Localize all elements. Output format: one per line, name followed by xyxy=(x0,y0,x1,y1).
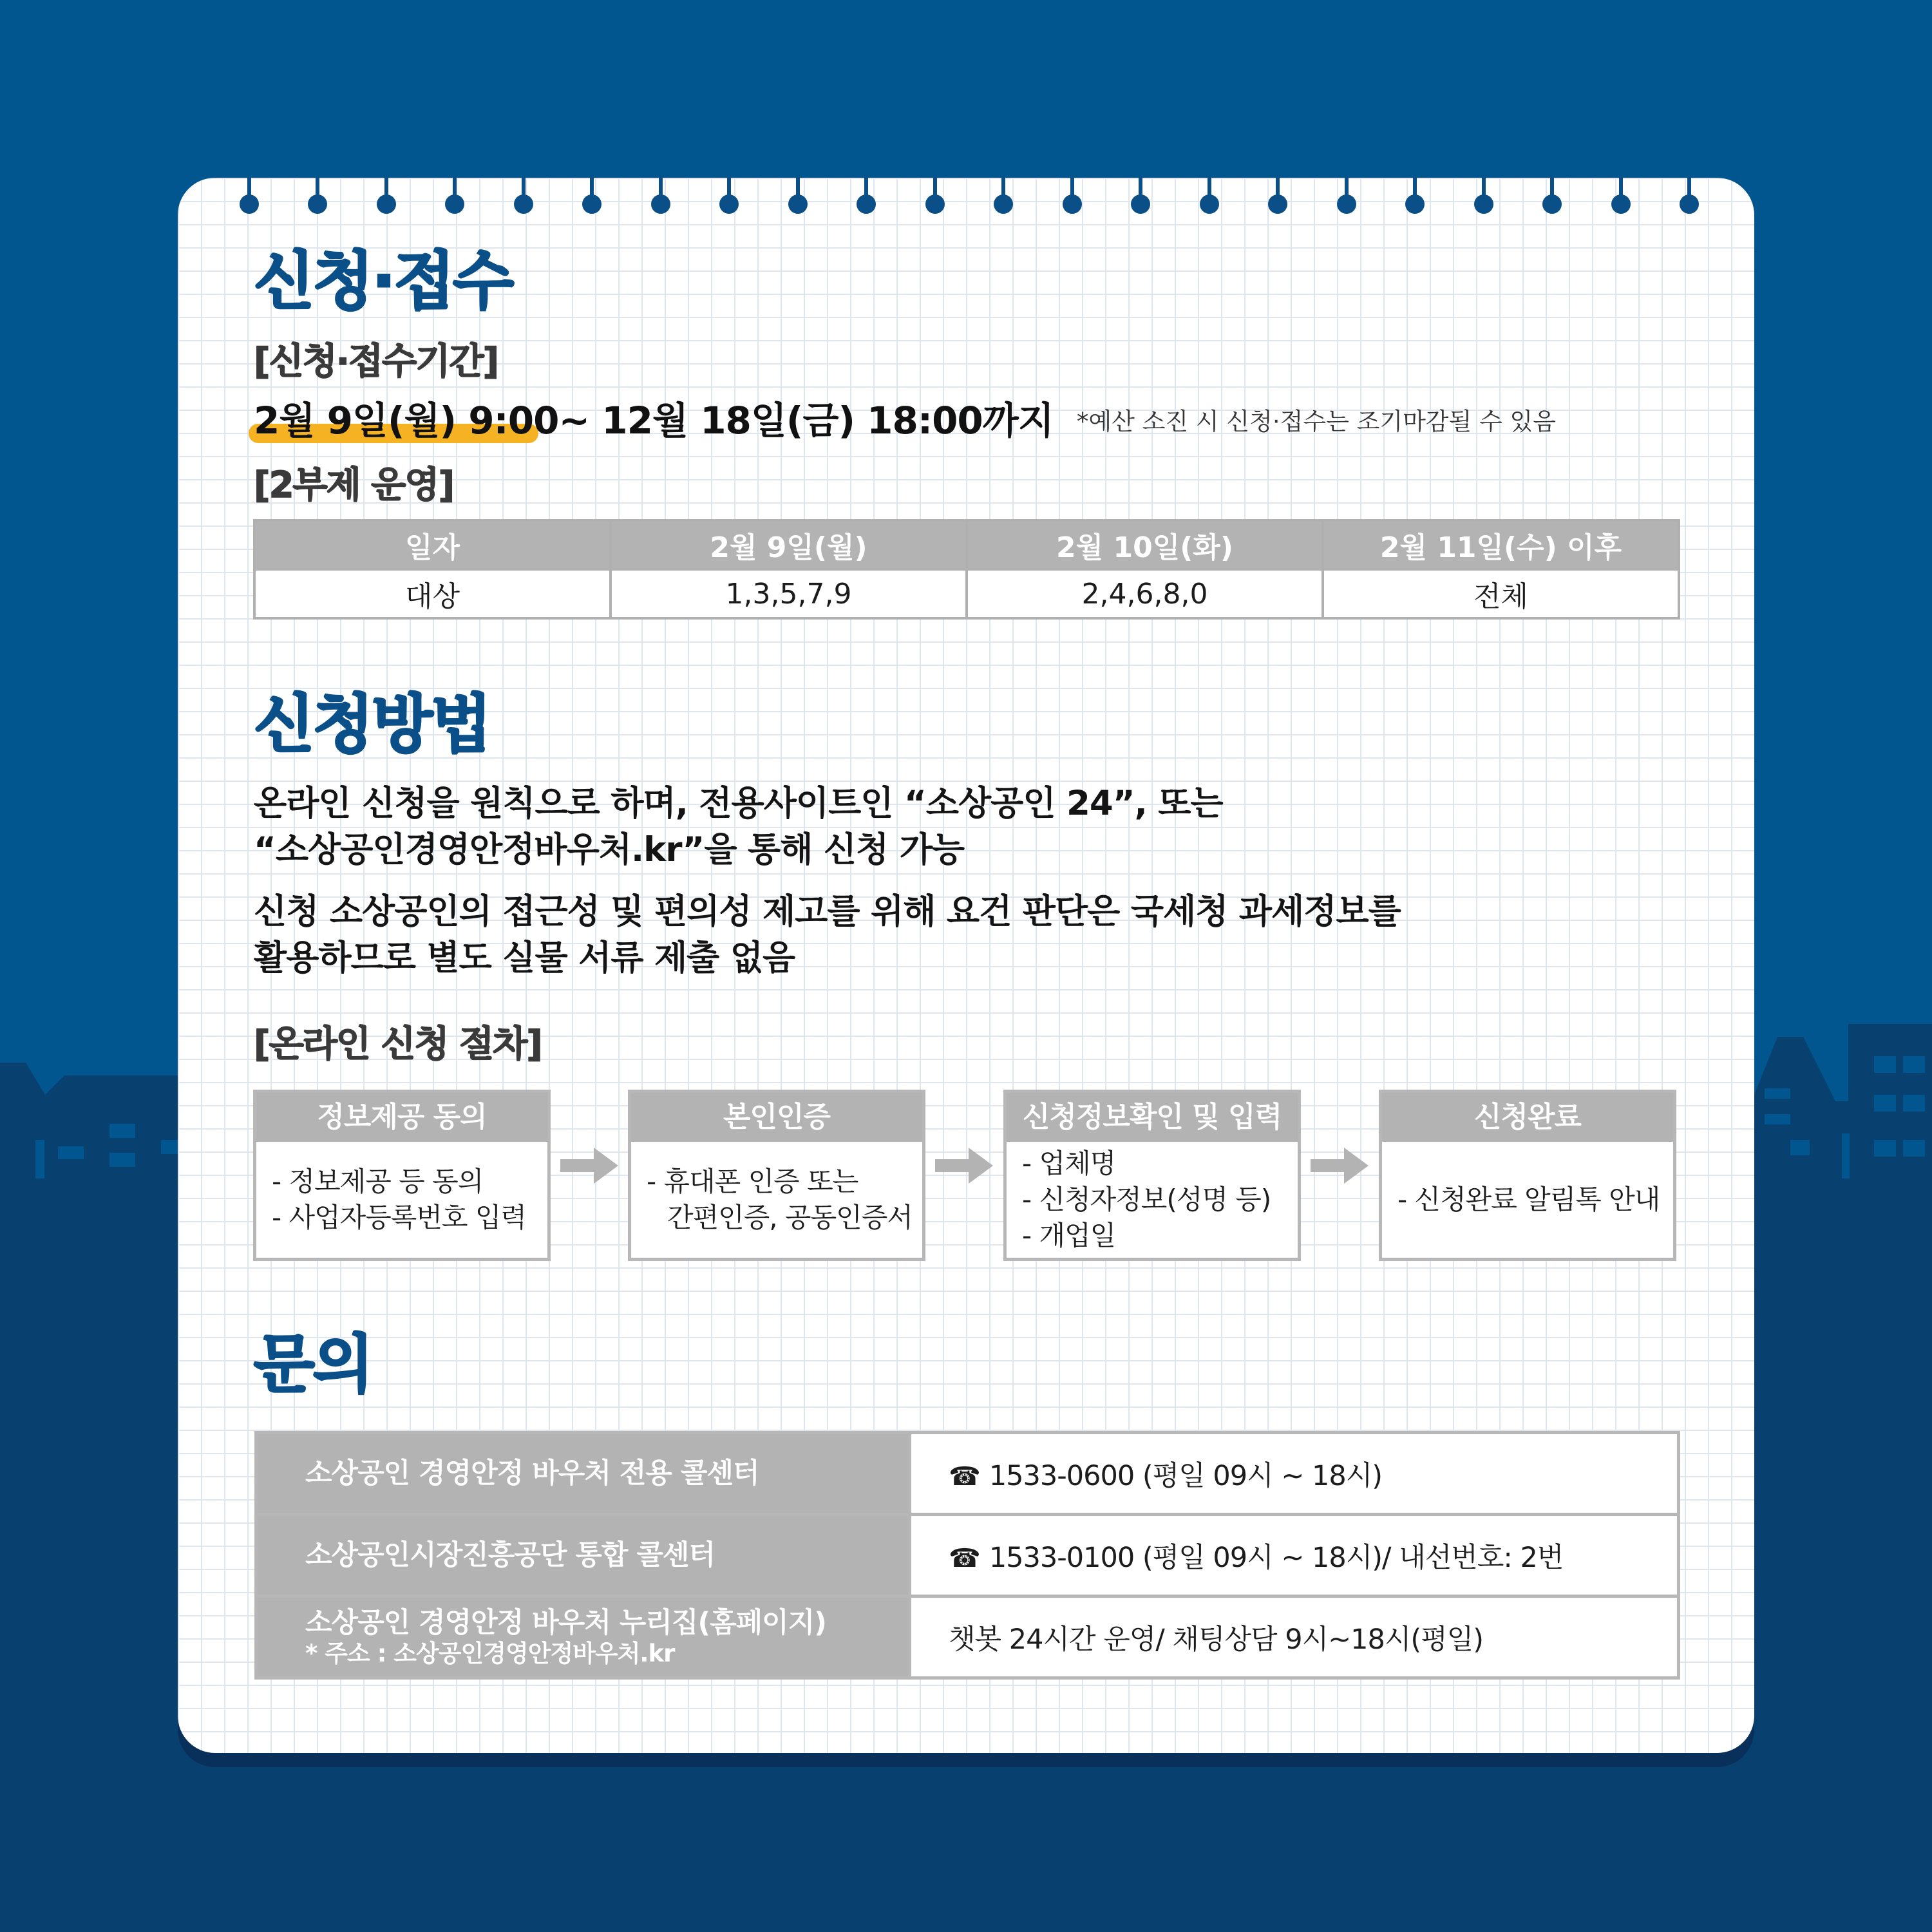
step-body xyxy=(1007,1142,1298,1258)
step-title: 본인인증 xyxy=(631,1093,922,1142)
binder-ring xyxy=(651,194,670,214)
inquiry-title: 문의 xyxy=(254,1328,372,1401)
method-paragraph-1-line: 온라인 신청을 원칙으로 하며, 전용사이트인 “소상공인 24”, 또는 xyxy=(254,784,1223,823)
step-line: - 신청완료 알림톡 안내 xyxy=(1397,1184,1660,1215)
binder-ring xyxy=(788,194,808,214)
method-paragraph-2 xyxy=(254,889,1401,981)
procedure-step-complete xyxy=(1379,1090,1676,1261)
step-title: 신청정보확인 및 입력 xyxy=(1007,1093,1298,1142)
inquiry-value: 챗봇 24시간 운영/ 채팅상담 9시~18시(평일) xyxy=(910,1596,1679,1678)
step-line: - 신청자정보(성명 등) xyxy=(1022,1184,1271,1215)
binder-ring xyxy=(1200,194,1219,214)
two-part-cell: 대상 xyxy=(254,569,611,618)
two-part-header: 일자 xyxy=(254,520,611,569)
binder-ring xyxy=(308,194,327,214)
binder-ring xyxy=(1474,194,1493,214)
application-title: 신청·접수 xyxy=(254,245,512,318)
binder-ring xyxy=(1542,194,1562,214)
notebook-card xyxy=(178,178,1754,1753)
binder-ring xyxy=(1680,194,1699,214)
two-part-header: 2월 10일(화) xyxy=(967,520,1323,569)
binder-rings xyxy=(178,178,1754,229)
step-body xyxy=(1382,1142,1673,1258)
binder-ring xyxy=(719,194,739,214)
binder-ring xyxy=(925,194,945,214)
binder-ring xyxy=(1063,194,1082,214)
inquiry-name-text: 소상공인 경영안정 바우처 누리집(홈페이지) xyxy=(305,1607,826,1639)
step-line: - 업체명 xyxy=(1022,1148,1116,1179)
arrow-right-icon xyxy=(560,1146,620,1185)
step-body xyxy=(631,1142,922,1258)
step-line: 간편인증, 공동인증서 xyxy=(667,1202,913,1233)
binder-ring xyxy=(1337,194,1356,214)
arrow-right-icon xyxy=(1311,1146,1370,1185)
phone-icon: ☎ xyxy=(949,1543,980,1573)
procedure-step-input xyxy=(1003,1090,1301,1261)
procedure-step-consent xyxy=(253,1090,551,1261)
two-part-table xyxy=(253,519,1680,620)
method-paragraph-2-line: 신청 소상공인의 접근성 및 편의성 제고를 위해 요건 판단은 국세청 과세정보를 xyxy=(254,892,1401,931)
inquiry-row xyxy=(256,1515,1679,1596)
step-title: 신청완료 xyxy=(1382,1093,1673,1142)
method-paragraph-1 xyxy=(254,781,1223,873)
inquiry-value xyxy=(910,1515,1679,1596)
inquiry-name: 소상공인 경영안정 바우처 전용 콜센터 xyxy=(256,1433,910,1515)
period-label: [신청·접수기간] xyxy=(254,341,498,383)
step-line: - 개업일 xyxy=(1022,1220,1116,1251)
binder-ring xyxy=(994,194,1013,214)
period-note: *예산 소진 시 신청·접수는 조기마감될 수 있음 xyxy=(1076,408,1557,435)
binder-ring xyxy=(445,194,464,214)
arrow-right-icon xyxy=(935,1146,994,1185)
inquiry-value-text: 1533-0600 (평일 09시 ~ 18시) xyxy=(989,1459,1383,1492)
inquiry-name xyxy=(256,1596,910,1678)
binder-ring xyxy=(1131,194,1150,214)
two-part-label: [2부제 운영] xyxy=(254,464,454,506)
inquiry-name: 소상공인시장진흥공단 통합 콜센터 xyxy=(256,1515,910,1596)
step-title: 정보제공 동의 xyxy=(256,1093,547,1142)
two-part-cell: 1,3,5,7,9 xyxy=(611,569,967,618)
step-body xyxy=(256,1142,547,1258)
binder-ring xyxy=(857,194,876,214)
two-part-header-row xyxy=(254,520,1679,569)
inquiry-table xyxy=(254,1431,1680,1680)
two-part-header: 2월 9일(월) xyxy=(611,520,967,569)
inquiry-row xyxy=(256,1596,1679,1678)
procedure-label: [온라인 신청 절차] xyxy=(254,1023,542,1065)
inquiry-value xyxy=(910,1433,1679,1515)
inquiry-value-text: 1533-0100 (평일 09시 ~ 18시)/ 내선번호: 2번 xyxy=(989,1541,1564,1574)
inquiry-row xyxy=(256,1433,1679,1515)
period-start-text: 2월 9일(월) 9:00 xyxy=(254,399,559,442)
binder-ring xyxy=(1405,194,1425,214)
two-part-cell: 전체 xyxy=(1323,569,1679,618)
binder-ring xyxy=(1611,194,1631,214)
two-part-header: 2월 11일(수) 이후 xyxy=(1323,520,1679,569)
procedure-step-identity xyxy=(628,1090,925,1261)
binder-ring xyxy=(582,194,601,214)
binder-ring xyxy=(1268,194,1287,214)
application-period xyxy=(254,390,1556,444)
phone-icon: ☎ xyxy=(949,1461,980,1492)
two-part-row xyxy=(254,569,1679,618)
step-line: - 사업자등록번호 입력 xyxy=(272,1202,527,1233)
step-line: - 휴대폰 인증 또는 xyxy=(647,1166,858,1197)
method-title: 신청방법 xyxy=(254,688,490,761)
period-end-text: ~ 12월 18일(금) 18:00까지 xyxy=(558,399,1054,442)
two-part-cell: 2,4,6,8,0 xyxy=(967,569,1323,618)
method-paragraph-1-line: “소상공인경영안정바우처.kr”을 통해 신청 가능 xyxy=(254,830,965,869)
step-line: - 정보제공 등 동의 xyxy=(272,1166,484,1197)
inquiry-address: * 주소 : 소상공인경영안정바우처.kr xyxy=(305,1640,675,1667)
binder-ring xyxy=(240,194,259,214)
method-paragraph-2-line: 활용하므로 별도 실물 서류 제출 없음 xyxy=(254,938,795,978)
binder-ring xyxy=(514,194,533,214)
binder-ring xyxy=(377,194,396,214)
period-highlighted-start xyxy=(254,390,558,444)
